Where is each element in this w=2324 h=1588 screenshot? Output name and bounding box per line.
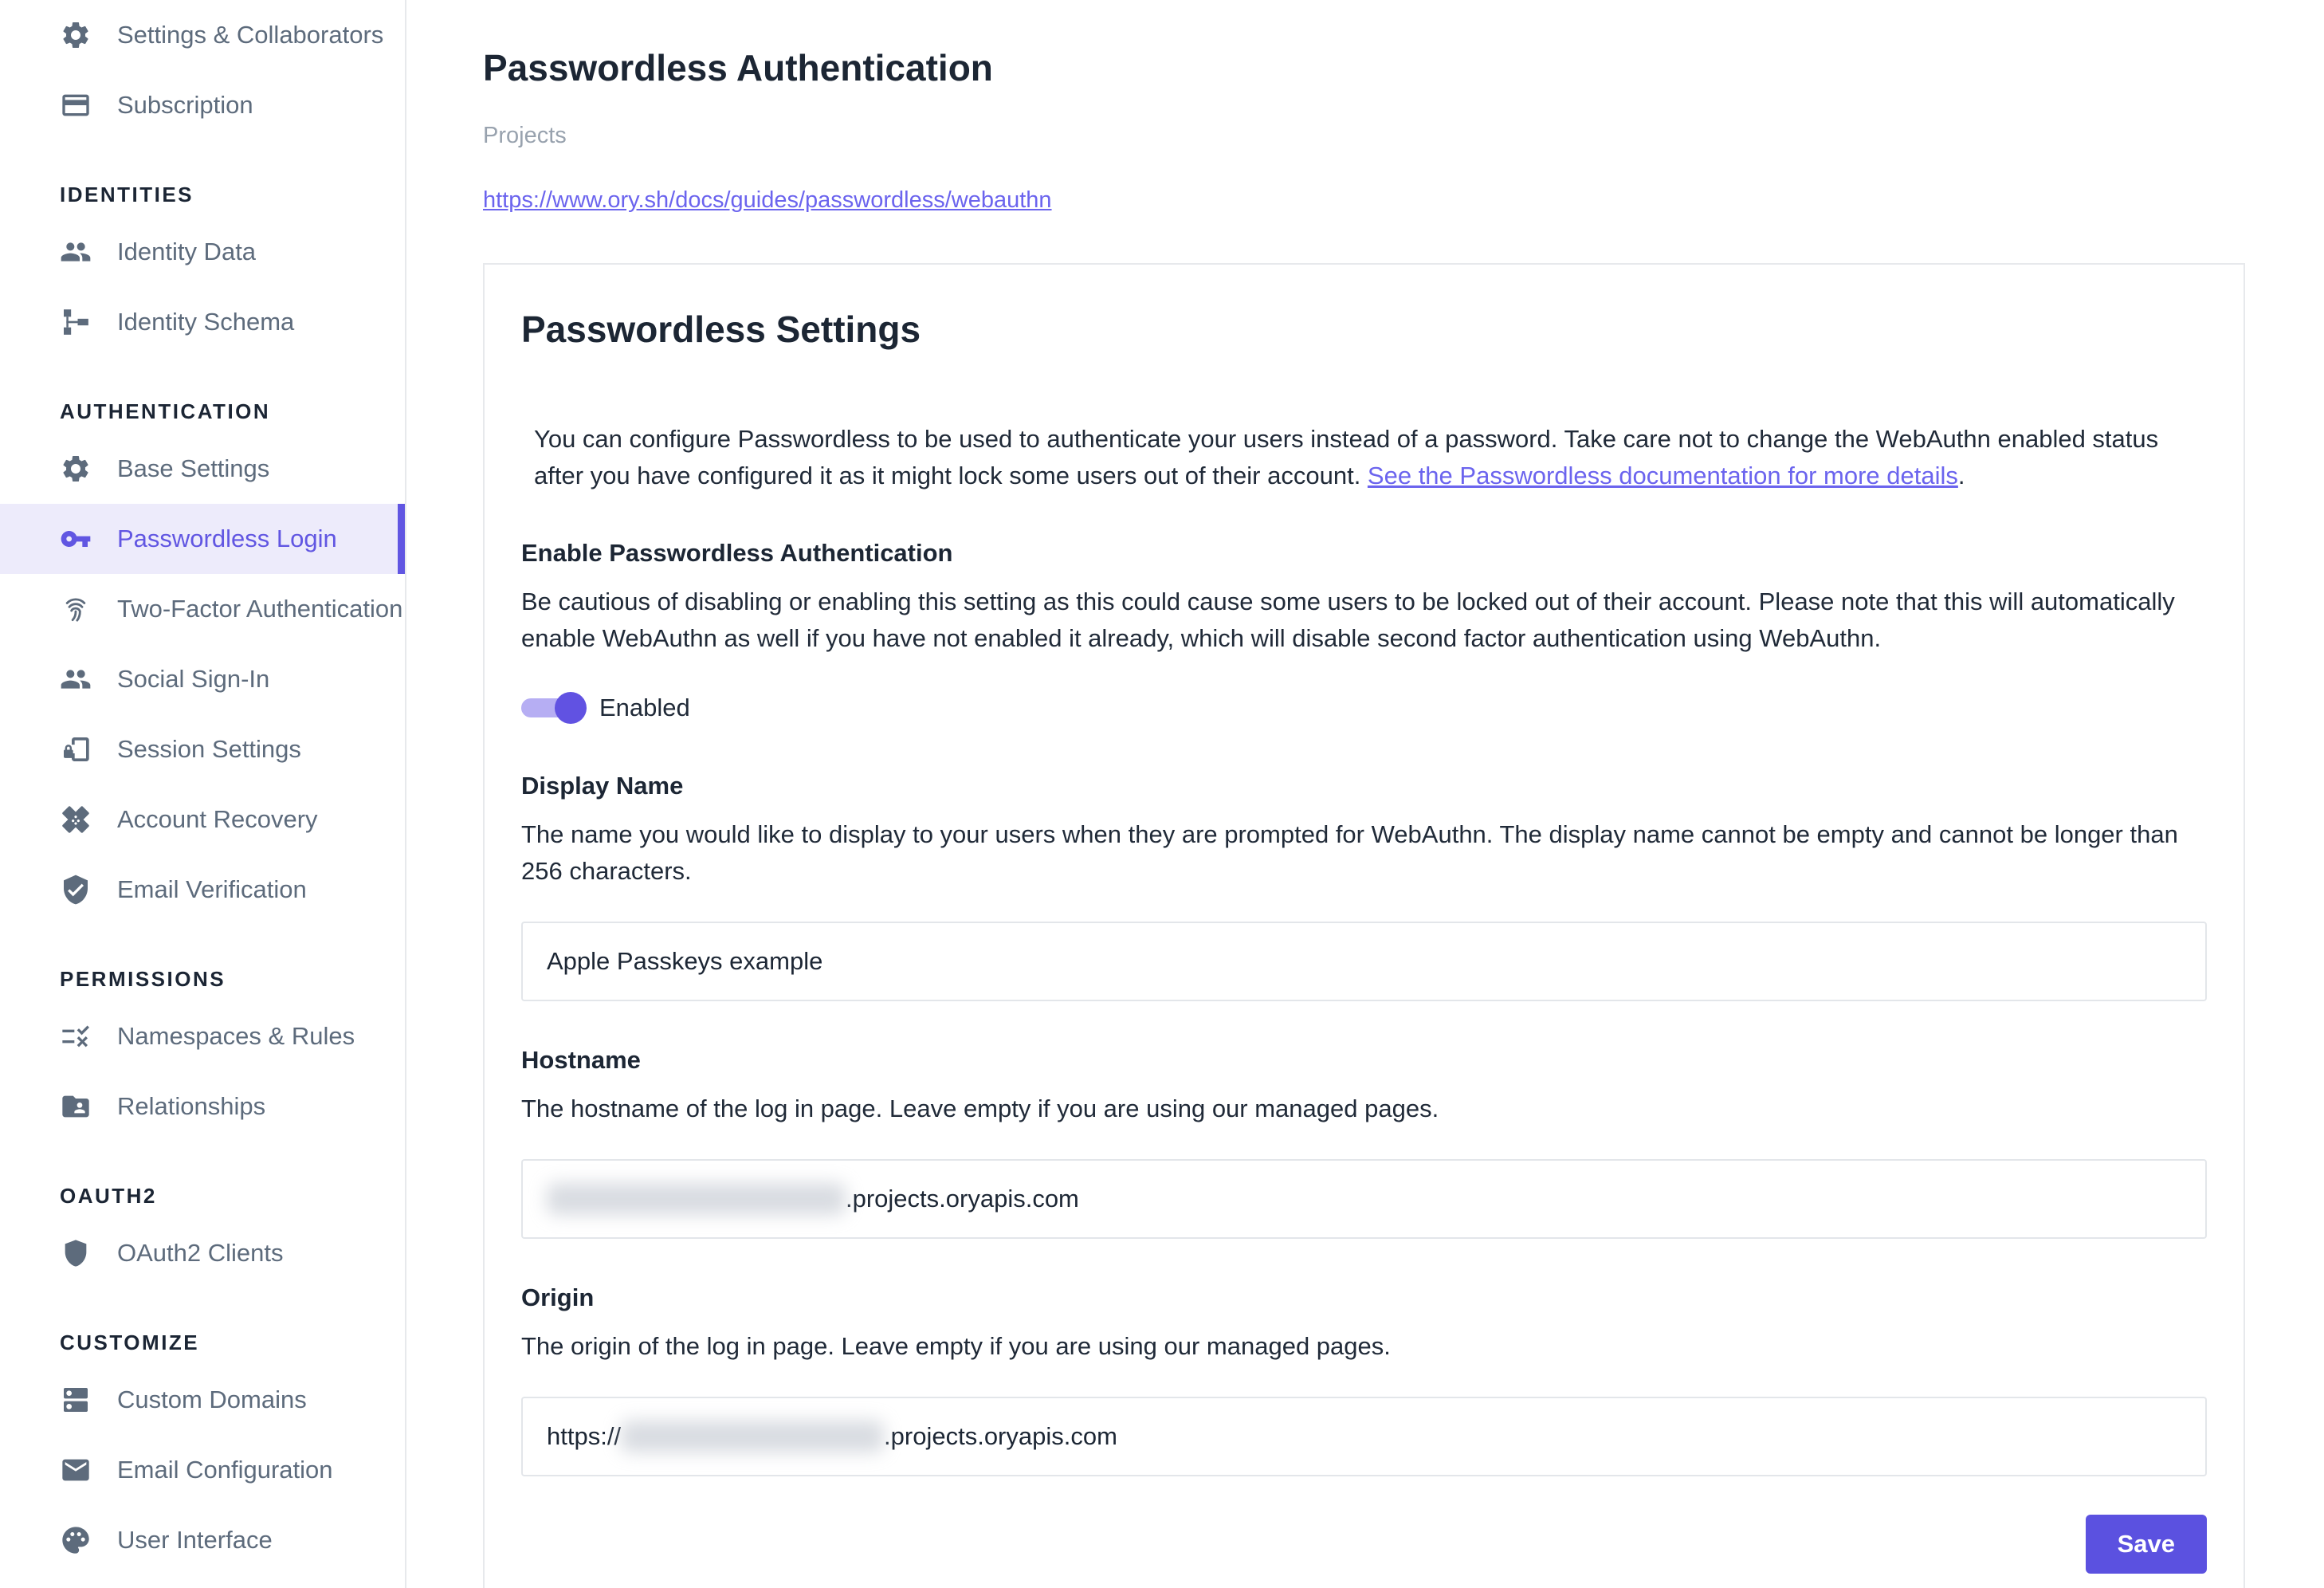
origin-heading: Origin xyxy=(521,1283,595,1311)
people-icon xyxy=(60,236,92,268)
origin-prefix: https:// xyxy=(547,1422,622,1450)
sidebar-item-account-recovery[interactable] xyxy=(0,784,405,855)
folder-user-icon xyxy=(60,1091,92,1122)
sidebar-item-label: Passwordless Login xyxy=(117,525,337,552)
sidebar-section-identities: IDENTITIES xyxy=(60,182,194,206)
sidebar-item-label: OAuth2 Clients xyxy=(117,1239,284,1267)
passwordless-doc-link[interactable]: See the Passwordless documentation for more details xyxy=(1367,462,1958,489)
sidebar-item-label: Two-Factor Authentication xyxy=(117,595,403,623)
card-footer xyxy=(521,1515,2207,1574)
enable-heading: Enable Passwordless Authentication xyxy=(521,539,953,567)
sidebar-item-identity-data[interactable] xyxy=(0,217,405,287)
session-lock-icon xyxy=(60,733,92,765)
sidebar-section-authentication: AUTHENTICATION xyxy=(60,399,271,423)
sidebar-item-passwordless-login[interactable] xyxy=(0,504,405,574)
sidebar-item-label: Identity Schema xyxy=(117,308,295,336)
mail-icon xyxy=(60,1454,92,1486)
sidebar-section-customize: CUSTOMIZE xyxy=(60,1330,200,1354)
hostname-description: The hostname of the log in page. Leave empty if you are using our managed pages. xyxy=(521,1095,1439,1122)
save-button[interactable]: Save xyxy=(2086,1515,2207,1574)
sidebar-item-session-settings[interactable] xyxy=(0,714,405,784)
sidebar-item-label: Namespaces & Rules xyxy=(117,1022,355,1050)
intro-text: You can configure Passwordless to be used to authenticate your users instead of a password. Take care not to change the WebAuthn enabled status after you have configured it as it might lock some users out of their account. xyxy=(534,425,2159,489)
hostname-suffix: .projects.oryapis.com xyxy=(846,1185,1079,1213)
origin-suffix: .projects.oryapis.com xyxy=(884,1422,1117,1450)
sidebar-item-base-settings[interactable] xyxy=(0,434,405,504)
rules-icon xyxy=(60,1020,92,1052)
sidebar-item-label: Custom Domains xyxy=(117,1386,307,1413)
display-name-heading: Display Name xyxy=(521,772,684,800)
toggle-label: Enabled xyxy=(599,694,690,721)
intro-suffix: . xyxy=(1957,462,1965,489)
sidebar-section-permissions: PERMISSIONS xyxy=(60,966,226,991)
gear-icon xyxy=(60,453,92,485)
shield-check-icon xyxy=(60,874,92,906)
passwordless-settings-card xyxy=(483,263,2245,1588)
sidebar-item-namespaces-rules[interactable] xyxy=(0,1001,405,1071)
sidebar-item-relationships[interactable] xyxy=(0,1071,405,1142)
display-name-description: The name you would like to display to your users when they are prompted for WebAuthn. The display name cannot be empty and cannot be longer than 256 characters. xyxy=(521,820,2178,885)
enable-toggle-row xyxy=(521,689,2207,727)
sidebar-item-label: Email Verification xyxy=(117,875,307,903)
credit-card-icon xyxy=(60,89,92,121)
sidebar-item-label: Identity Data xyxy=(117,238,257,265)
sidebar-item-subscription[interactable] xyxy=(0,70,405,140)
sidebar-item-email-configuration[interactable] xyxy=(0,1435,405,1505)
origin-input[interactable] xyxy=(521,1397,2207,1476)
webauthn-doc-link[interactable]: https://www.ory.sh/docs/guides/passwordless/webauthn xyxy=(483,187,1052,213)
intro-paragraph xyxy=(534,421,2196,494)
key-icon xyxy=(60,523,92,555)
sidebar-item-label: Session Settings xyxy=(117,735,301,763)
schema-icon xyxy=(60,306,92,338)
sidebar-item-identity-schema[interactable] xyxy=(0,287,405,357)
sidebar-item-label: Social Sign-In xyxy=(117,665,270,693)
sidebar-item-label: Subscription xyxy=(117,91,253,119)
origin-description: The origin of the log in page. Leave empty if you are using our managed pages. xyxy=(521,1332,1391,1360)
sidebar-item-label: Relationships xyxy=(117,1092,266,1120)
gear-icon xyxy=(60,19,92,51)
enable-description: Be cautious of disabling or enabling this setting as this could cause some users to be locked out of their account. Please note that this will automatically enable WebAuthn as well if you have not enabled it already, which will disable second factor authentication using WebAuthn. xyxy=(521,588,2175,652)
sidebar-item-user-interface[interactable] xyxy=(0,1505,405,1575)
sidebar-item-label: Settings & Collaborators xyxy=(117,21,384,49)
sidebar-section-oauth2: OAUTH2 xyxy=(60,1183,157,1208)
people-icon xyxy=(60,663,92,695)
redacted-hostname-value xyxy=(547,1183,846,1215)
sidebar-item-two-factor[interactable] xyxy=(0,574,405,644)
hostname-input[interactable] xyxy=(521,1159,2207,1239)
breadcrumb: Projects xyxy=(483,123,567,148)
hostname-heading: Hostname xyxy=(521,1046,641,1074)
passwordless-toggle[interactable] xyxy=(521,689,590,727)
sidebar xyxy=(0,0,406,1588)
server-icon xyxy=(60,1384,92,1416)
sidebar-item-label: Email Configuration xyxy=(117,1456,333,1484)
display-name-input[interactable] xyxy=(521,922,2207,1001)
card-title: Passwordless Settings xyxy=(521,309,921,350)
sidebar-item-label: Base Settings xyxy=(117,454,270,482)
fingerprint-icon xyxy=(60,593,92,625)
page-title: Passwordless Authentication xyxy=(483,47,993,88)
sidebar-item-custom-domains[interactable] xyxy=(0,1365,405,1435)
palette-icon xyxy=(60,1524,92,1556)
redacted-origin-value xyxy=(621,1421,884,1452)
sidebar-item-email-verification[interactable] xyxy=(0,855,405,925)
shield-icon xyxy=(60,1237,92,1269)
healing-icon xyxy=(60,804,92,835)
main-content xyxy=(406,0,2324,1588)
toggle-thumb-icon xyxy=(555,692,587,724)
sidebar-item-settings-collaborators[interactable] xyxy=(0,0,405,70)
sidebar-item-label: User Interface xyxy=(117,1526,273,1554)
sidebar-item-oauth2-clients[interactable] xyxy=(0,1218,405,1288)
sidebar-item-social-sign-in[interactable] xyxy=(0,644,405,714)
sidebar-item-label: Account Recovery xyxy=(117,805,318,833)
